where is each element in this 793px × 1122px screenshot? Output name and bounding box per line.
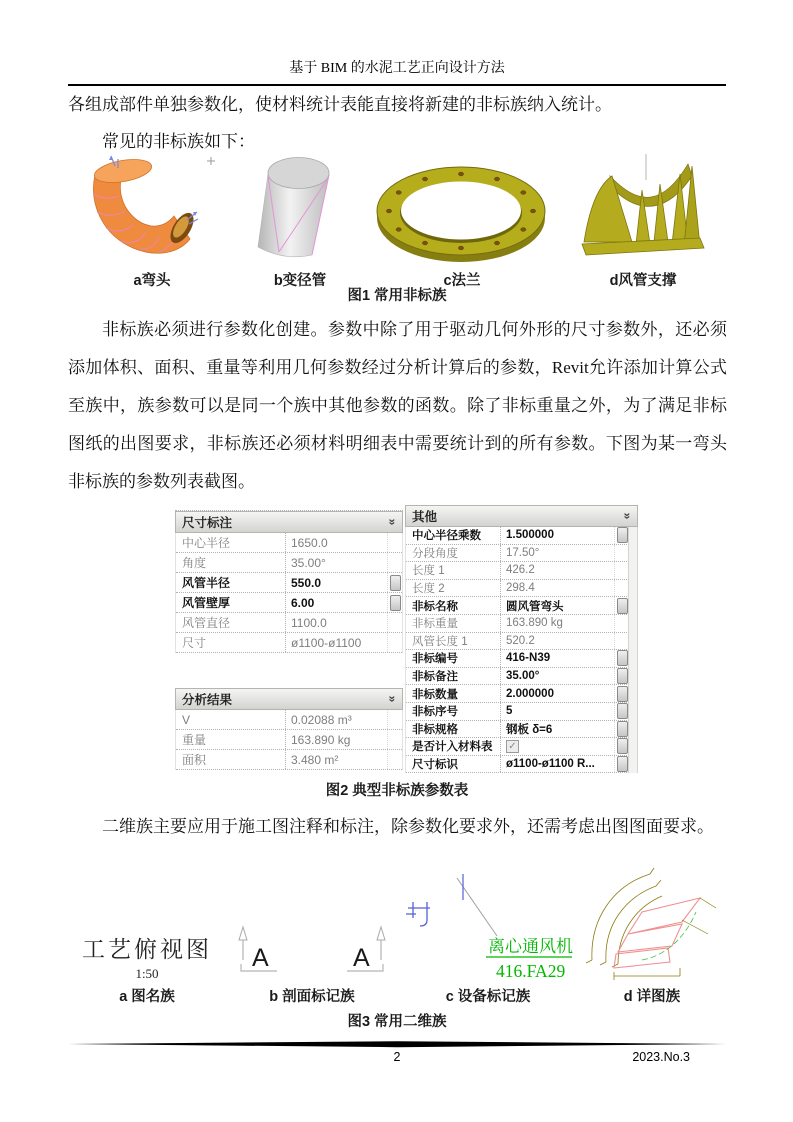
param-value[interactable]: 1.500000 (501, 527, 615, 544)
analysis-panel-header[interactable] (175, 688, 403, 710)
other-panel-title: 其他 (412, 510, 438, 524)
param-value[interactable]: 550.0 (286, 573, 388, 592)
associate-param-cell (388, 533, 402, 552)
param-label: 风管壁厚 (176, 593, 286, 612)
figure2-caption: 图2 典型非标族参数表 (325, 783, 469, 799)
associate-param-cell (388, 613, 402, 632)
dimensions-rows (175, 533, 403, 653)
param-label: 中心半径 (176, 533, 286, 552)
sheet-name-text: 工艺俯视图 (82, 937, 212, 962)
associate-param-cell (615, 597, 629, 614)
duct-support-3d-image (580, 154, 706, 266)
associate-param-cell (388, 750, 402, 769)
param-row (406, 562, 629, 580)
associate-param-cell (615, 527, 629, 544)
vertical-scrollbar[interactable] (628, 527, 638, 773)
param-label: 非标规格 (406, 721, 501, 738)
associate-param-cell (388, 710, 402, 729)
sheet-scale-text: 1:50 (135, 966, 159, 981)
associate-param-cell (615, 721, 629, 738)
associate-param-cell (615, 580, 629, 597)
param-value[interactable]: 163.890 kg (501, 615, 615, 632)
associate-param-cell (388, 593, 402, 612)
associate-param-cell (615, 738, 629, 755)
associate-param-cell (615, 756, 629, 773)
associate-param-button[interactable] (617, 756, 628, 772)
param-row (406, 615, 629, 633)
param-value[interactable]: 520.2 (501, 633, 615, 650)
param-row (406, 650, 629, 668)
param-row (406, 738, 629, 756)
dimensions-panel (175, 505, 403, 653)
associate-param-button[interactable] (617, 668, 628, 684)
param-label: 非标编号 (406, 650, 501, 667)
paragraph-3: 非标族必须进行参数化创建。参数中除了用于驱动几何外形的尺寸参数外，还必须添加体积、面积、重量等利用几何参数经过分析计算后的参数，Revit允许添加计算公式至族中，族参数可以是同一个族中其他参数的函数。除了非标重量之外，为了满足非标图纸的出图要求，非标族还必须材料明细表中需要统计到的所有参数。下图为某一弯头非标族的参数列表截图。 (68, 320, 727, 491)
param-value[interactable]: 17.50° (501, 545, 615, 562)
param-value[interactable]: 35.00° (286, 553, 388, 572)
associate-param-cell (615, 650, 629, 667)
param-value[interactable] (501, 738, 615, 755)
param-row (176, 553, 402, 573)
associate-param-cell (615, 545, 629, 562)
param-value[interactable]: 416-N39 (501, 650, 615, 667)
figure1-item-reducer (236, 152, 364, 290)
figure3-item-sectionmark (226, 878, 398, 1006)
param-label: 角度 (176, 553, 286, 572)
figure3-caption: 图3 常用二维族 (347, 1014, 447, 1030)
param-value[interactable]: 426.2 (501, 562, 615, 579)
figure3-label-a: a 图名族 (119, 989, 175, 1005)
other-rows (405, 527, 630, 773)
param-value[interactable]: 0.02088 m³ (286, 710, 388, 729)
section-letter-right: A (353, 944, 370, 972)
include-in-schedule-checkbox[interactable]: ✓ (506, 740, 519, 753)
param-label: 风管长度 1 (406, 633, 501, 650)
param-label: V (176, 710, 286, 729)
detail-family-image (584, 864, 720, 982)
figure1-label-d: d风管支撑 (609, 273, 677, 289)
param-label: 长度 1 (406, 562, 501, 579)
section-letter-left: A (252, 944, 269, 972)
associate-param-cell (388, 573, 402, 592)
param-value[interactable]: 2.000000 (501, 685, 615, 702)
param-row (406, 756, 629, 774)
param-label: 面积 (176, 750, 286, 769)
param-row (406, 668, 629, 686)
param-value[interactable]: 钢板 δ=6 (501, 721, 615, 738)
dimensions-panel-title: 尺寸标注 (182, 516, 233, 530)
param-value[interactable]: 5 (501, 703, 615, 720)
param-value[interactable]: 1100.0 (286, 613, 388, 632)
param-label: 非标重量 (406, 615, 501, 632)
param-row (176, 593, 402, 613)
param-value[interactable]: ø1100-ø1100 R... (501, 756, 615, 773)
collapse-chevron-icon[interactable]: » (385, 695, 400, 703)
collapse-chevron-icon[interactable]: » (385, 518, 400, 526)
analysis-rows (175, 710, 403, 770)
associate-param-cell (615, 562, 629, 579)
param-row (176, 730, 402, 750)
param-label: 尺寸标识 (406, 756, 501, 773)
param-label: 风管直径 (176, 613, 286, 632)
param-row (176, 710, 402, 730)
analysis-panel (175, 688, 403, 770)
associate-param-button[interactable] (617, 686, 628, 702)
other-panel-header[interactable] (405, 505, 638, 527)
collapse-chevron-icon[interactable]: » (620, 512, 635, 520)
param-label: 非标备注 (406, 668, 501, 685)
param-value[interactable]: 圆风管弯头 (501, 597, 615, 614)
param-row (176, 750, 402, 770)
param-value[interactable]: 3.480 m² (286, 750, 388, 769)
figure3 (68, 878, 726, 1006)
equipment-tag-image (400, 872, 576, 982)
param-label: 非标数量 (406, 685, 501, 702)
param-row (406, 597, 629, 615)
param-row (176, 633, 402, 653)
figure1-caption: 图1 常用非标族 (347, 288, 447, 304)
figure3-label-c: c 设备标记族 (445, 989, 531, 1005)
param-label: 重量 (176, 730, 286, 749)
figure1-item-flange (364, 158, 560, 290)
param-row (406, 545, 629, 563)
associate-param-cell (615, 615, 629, 632)
figure3-item-detail (578, 878, 726, 1006)
associate-param-button[interactable] (390, 595, 401, 611)
section-mark-image (229, 918, 395, 982)
figure1-label-b: b变径管 (273, 273, 327, 289)
figure1-item-support (560, 152, 726, 290)
param-label: 中心半径乘数 (406, 527, 501, 544)
dimensions-panel-header[interactable] (175, 511, 403, 533)
param-label: 风管半径 (176, 573, 286, 592)
figure2 (68, 505, 726, 780)
figure3-item-sheetname (68, 878, 226, 1006)
page-number: 2 (393, 1050, 401, 1064)
param-label: 非标名称 (406, 597, 501, 614)
param-label: 非标序号 (406, 703, 501, 720)
param-label: 尺寸 (176, 633, 286, 652)
param-value[interactable]: 35.00° (501, 668, 615, 685)
param-value[interactable]: 6.00 (286, 593, 388, 612)
header-rule (68, 84, 726, 86)
param-label: 长度 2 (406, 580, 501, 597)
param-row (176, 533, 402, 553)
figure1-item-elbow (68, 152, 236, 290)
elbow-3d-image (85, 154, 219, 266)
reducer-3d-image (254, 154, 346, 266)
param-value[interactable]: 163.890 kg (286, 730, 388, 749)
param-row (176, 613, 402, 633)
figure1-label-c: c法兰 (443, 273, 481, 289)
issue-number: 2023.No.3 (632, 1050, 690, 1064)
associate-param-cell (615, 685, 629, 702)
figure3-item-equipmenttag (398, 878, 578, 1006)
figure1 (68, 152, 726, 290)
associate-param-cell (615, 703, 629, 720)
figure3-label-b: b 剖面标记族 (269, 989, 355, 1005)
flange-3d-image (373, 164, 551, 266)
associate-param-cell (388, 633, 402, 652)
figure1-label-a: a弯头 (133, 273, 171, 289)
associate-param-cell (388, 730, 402, 749)
param-value[interactable]: 298.4 (501, 580, 615, 597)
footer (68, 1050, 726, 1064)
param-row (406, 685, 629, 703)
associate-param-button[interactable] (390, 575, 401, 591)
associate-param-button[interactable] (617, 527, 628, 543)
param-row (406, 580, 629, 598)
associate-param-button[interactable] (617, 738, 628, 754)
equipment-code-text: 416.FA29 (496, 961, 566, 981)
running-head-title: 基于 BIM 的水泥工艺正向设计方法 (289, 61, 505, 76)
param-label: 分段角度 (406, 545, 501, 562)
param-row (406, 527, 629, 545)
associate-param-cell (615, 633, 629, 650)
paragraph-1: 各组成部件单独参数化，使材料统计表能直接将新建的非标族纳入统计。 (68, 95, 612, 114)
figure3-label-d: d 详图族 (623, 989, 681, 1005)
param-value[interactable]: ø1100-ø1100 (286, 633, 388, 652)
param-row (406, 703, 629, 721)
footer-rule (68, 1041, 726, 1048)
associate-param-button[interactable] (617, 721, 628, 737)
param-value[interactable]: 1650.0 (286, 533, 388, 552)
paragraph-2: 常见的非标族如下： (102, 132, 255, 151)
analysis-panel-title: 分析结果 (182, 693, 233, 707)
param-row (176, 573, 402, 593)
associate-param-cell (615, 668, 629, 685)
param-label: 是否计入材料表 (406, 738, 501, 755)
associate-param-button[interactable] (617, 598, 628, 614)
associate-param-button[interactable] (617, 703, 628, 719)
other-panel (405, 505, 638, 773)
sheet-name-family (82, 931, 212, 982)
param-row (406, 721, 629, 739)
associate-param-cell (388, 553, 402, 572)
paragraph-4: 二维族主要应用于施工图注释和标注，除参数化要求外，还需考虑出图图面要求。 (102, 817, 714, 836)
param-row (406, 633, 629, 651)
equipment-name-text: 离心通风机 (488, 937, 573, 956)
associate-param-button[interactable] (617, 650, 628, 666)
